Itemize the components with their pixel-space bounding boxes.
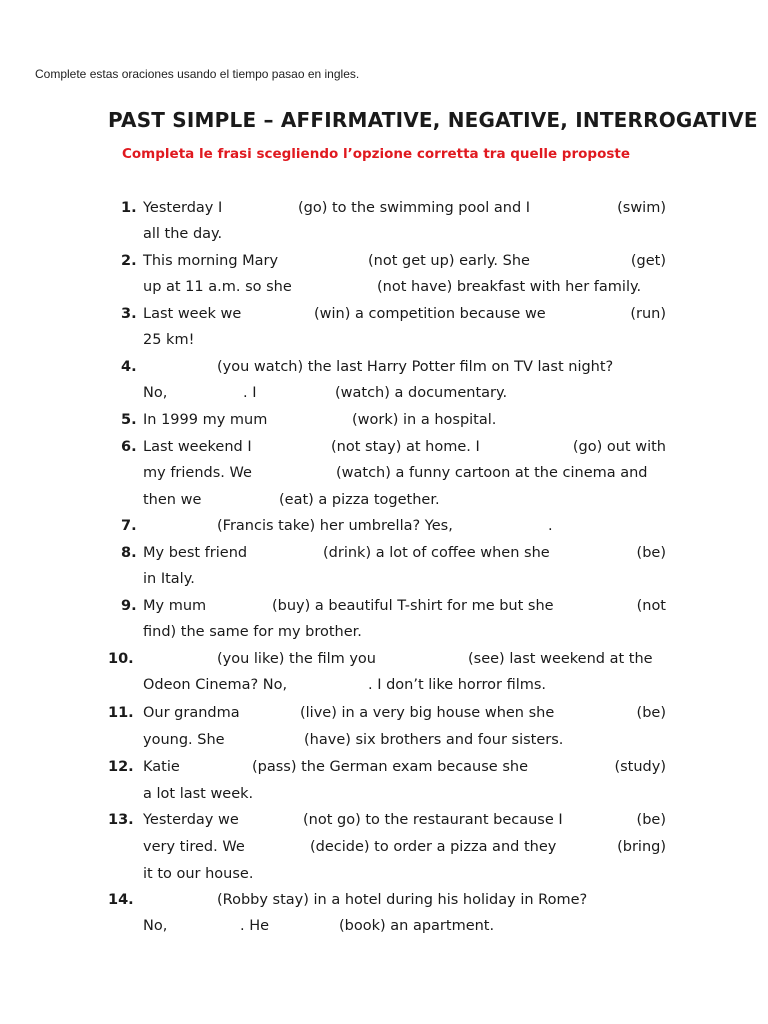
item-text: (eat) a pizza together. [279, 492, 440, 508]
item-text: (drink) a lot of coffee when she [323, 545, 550, 561]
item-number: 10. [108, 651, 134, 667]
worksheet-title: PAST SIMPLE – AFFIRMATIVE, NEGATIVE, INTERROGATIVE [108, 108, 758, 132]
item-text: Odeon Cinema? No, [143, 677, 288, 693]
item-number: 13. [108, 812, 134, 828]
item-text: In 1999 my mum [143, 412, 268, 428]
item-text: (buy) a beautiful T-shirt for me but she [272, 598, 554, 614]
item-number: 11. [108, 705, 134, 721]
item-text: Last weekend I [143, 439, 252, 455]
worksheet-subtitle: Completa le frasi scegliendo l’opzione corretta tra quelle proposte [122, 146, 630, 162]
item-text: (watch) a funny cartoon at the cinema and [336, 465, 648, 481]
item-text: (not stay) at home. I [331, 439, 480, 455]
item-text: . [548, 518, 553, 534]
item-text: it to our house. [143, 866, 254, 882]
item-text: Katie [143, 759, 180, 775]
item-text: (not [636, 598, 666, 614]
item-text: (run) [630, 306, 666, 322]
item-text: (book) an apartment. [339, 918, 495, 934]
item-text: (go) to the swimming pool and I [298, 200, 531, 216]
item-number: 3. [121, 306, 137, 322]
item-number: 1. [121, 200, 137, 216]
item-text: (live) in a very big house when she [300, 705, 555, 721]
item-text: (be) [636, 545, 666, 561]
item-text: (win) a competition because we [314, 306, 546, 322]
item-text: (bring) [617, 839, 666, 855]
item-text: (get) [630, 253, 666, 269]
item-text: Our grandma [143, 705, 240, 721]
item-text: (see) last weekend at the [468, 651, 653, 667]
item-text: (not have) breakfast with her family. [377, 279, 642, 295]
item-text: (be) [636, 705, 666, 721]
item-text: (be) [636, 812, 666, 828]
item-text: (study) [614, 759, 666, 775]
item-number: 9. [121, 598, 137, 614]
item-text: my friends. We [143, 465, 252, 481]
item-text: (watch) a documentary. [335, 385, 508, 401]
item-text: (swim) [617, 200, 666, 216]
item-text: (decide) to order a pizza and they [310, 839, 557, 855]
item-text: find) the same for my brother. [143, 624, 362, 640]
item-text: Yesterday we [143, 812, 239, 828]
item-number: 5. [121, 412, 137, 428]
item-text: My best friend [143, 545, 248, 561]
item-text: No, [143, 918, 168, 934]
item-text: (have) six brothers and four sisters. [304, 732, 564, 748]
item-number: 12. [108, 759, 134, 775]
item-text: This morning Mary [143, 253, 279, 269]
item-text: . He [240, 918, 270, 934]
item-text: Yesterday I [143, 200, 223, 216]
item-text: 25 km! [143, 332, 195, 348]
item-number: 4. [121, 359, 137, 375]
item-text: (pass) the German exam because she [252, 759, 528, 775]
item-text: . I [243, 385, 257, 401]
item-text: all the day. [143, 226, 223, 242]
item-text: No, [143, 385, 168, 401]
item-text: (go) out with [572, 439, 666, 455]
item-text: (work) in a hospital. [352, 412, 497, 428]
item-text: (you like) the film you [217, 651, 376, 667]
item-number: 2. [121, 253, 137, 269]
item-text: My mum [143, 598, 207, 614]
item-number: 7. [121, 518, 137, 534]
item-text: up at 11 a.m. so she [143, 279, 292, 295]
item-text: in Italy. [143, 571, 195, 587]
item-text: a lot last week. [143, 786, 254, 802]
item-text: Last week we [143, 306, 242, 322]
item-text: very tired. We [143, 839, 245, 855]
item-text: (not go) to the restaurant because I [303, 812, 563, 828]
item-text: (Francis take) her umbrella? Yes, [217, 518, 453, 534]
item-text: . I don’t like horror films. [368, 677, 547, 693]
item-text: then we [143, 492, 202, 508]
instruction-text: Complete estas oraciones usando el tiempo pasao en ingles. [35, 67, 360, 81]
item-text: (you watch) the last Harry Potter film on TV last night? [217, 359, 614, 375]
item-number: 14. [108, 892, 134, 908]
item-text: young. She [143, 732, 225, 748]
item-text: (not get up) early. She [368, 253, 530, 269]
item-number: 8. [121, 545, 137, 561]
item-text: (Robby stay) in a hotel during his holiday in Rome? [217, 892, 588, 908]
item-number: 6. [121, 439, 137, 455]
